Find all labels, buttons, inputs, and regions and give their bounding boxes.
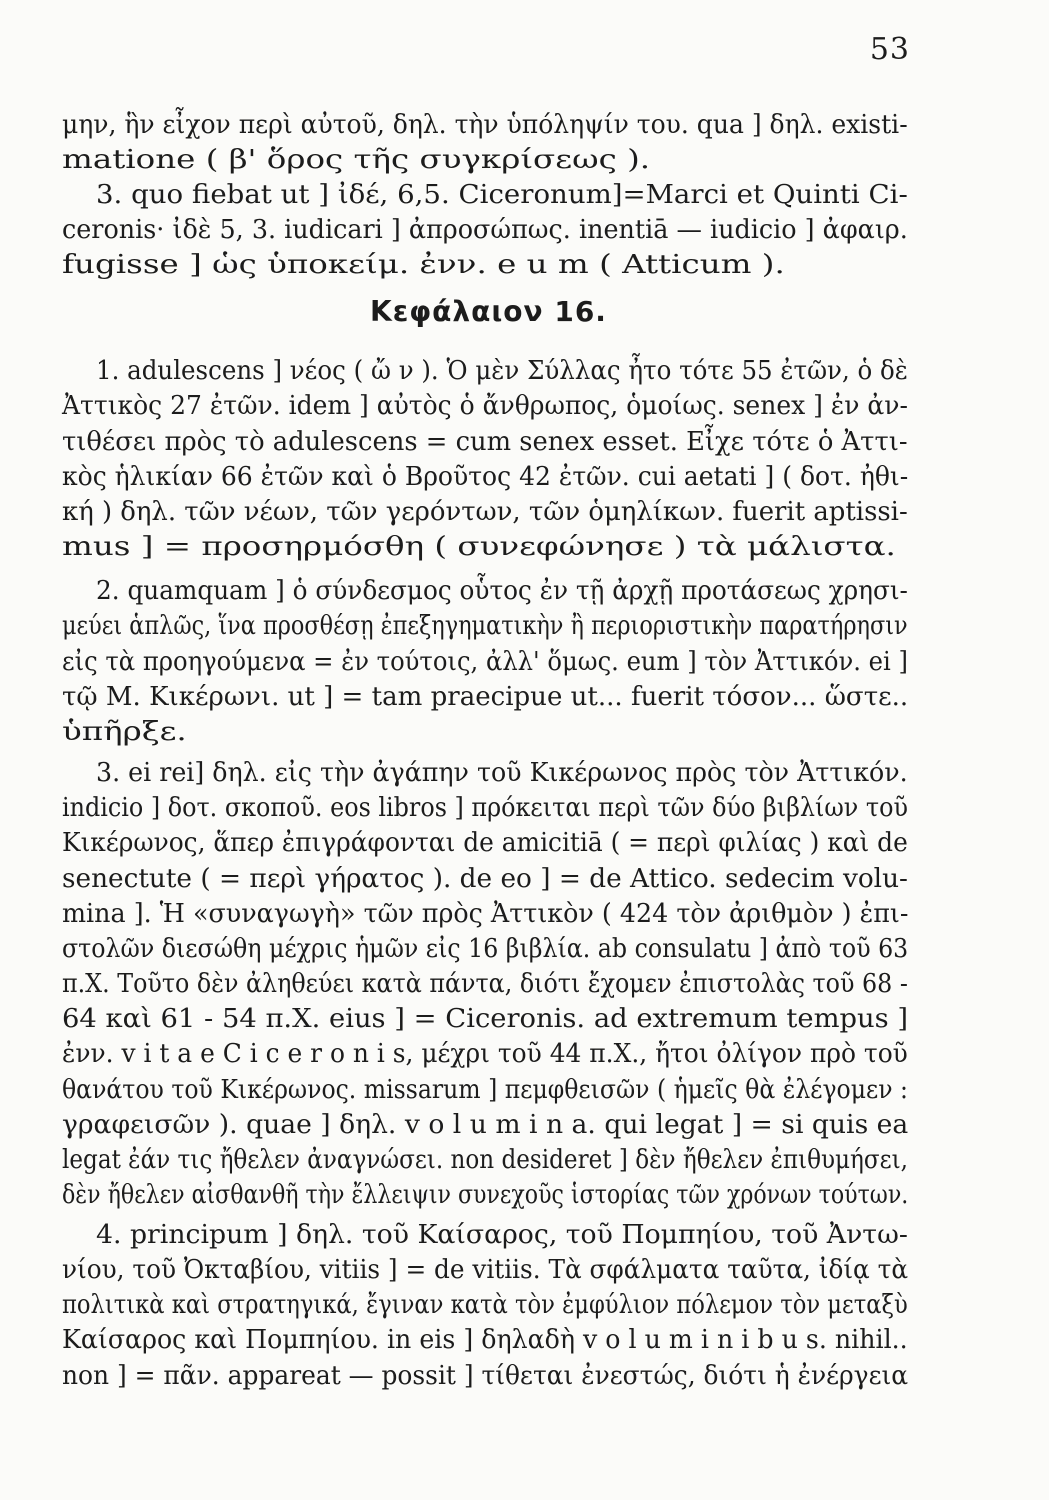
text-line: πολιτικὰ καὶ στρατηγικά, ἔγιναν κατὰ τὸν ἐμφύλιον πόλεμον τὸν μεταξὺ bbox=[62, 1290, 908, 1320]
text-line: 1. adulescens ] νέος ( ὤ ν ). Ὁ μὲν Σύλλας ἦτο τότε 55 ἐτῶν, ὁ δὲ bbox=[96, 356, 908, 386]
text-line: μεύει ἁπλῶς, ἵνα προσθέσῃ ἐπεξηγηματικὴν ἢ περιοριστικὴν παρατήρησιν bbox=[62, 611, 908, 641]
text-line: Καίσαρος καὶ Πομπηίου. in eis ] δηλαδὴ v o l u m i n i b u s. nihil.. bbox=[62, 1325, 908, 1355]
text-line: indicio ] δοτ. σκοποῦ. eos libros ] πρόκειται περὶ τῶν δύο βιβλίων τοῦ bbox=[62, 793, 908, 823]
text-line: matione ( β' ὅρος τῆς συγκρίσεως ). bbox=[62, 145, 651, 175]
text-line: Ἀττικὸς 27 ἐτῶν. idem ] αὐτὸς ὁ ἄνθρωπος, ὁμοίως. senex ] ἐν ἀν- bbox=[62, 391, 908, 421]
text-line: mina ]. Ἡ «συναγωγὴ» τῶν πρὸς Ἀττικὸν ( 424 τὸν ἀριθμὸν ) ἐπι- bbox=[62, 899, 909, 929]
text-line: στολῶν διεσώθη μέχρις ἡμῶν εἰς 16 βιβλία. ab consulatu ] ἀπὸ τοῦ 63 bbox=[62, 934, 909, 964]
text-line: εἰς τὰ προηγούμενα = ἐν τούτοις, ἀλλ' ὅμως. eum ] τὸν Ἀττικόν. ei ] bbox=[62, 647, 908, 677]
text-line: 3. quo fiebat ut ] ἰδέ, 6,5. Ciceronum]=Marci et Quinti Ci- bbox=[96, 180, 908, 210]
text-line: 4. principum ] δηλ. τοῦ Καίσαρος, τοῦ Πομπηίου, τοῦ Ἀντω- bbox=[96, 1220, 908, 1250]
text-line: legat ἐάν τις ἤθελεν ἀναγνώσει. non desideret ] δὲν ἤθελεν ἐπιθυμήσει, bbox=[62, 1145, 908, 1175]
text-line: κή ) δηλ. τῶν νέων, τῶν γερόντων, τῶν ὁμηλίκων. fuerit aptissi- bbox=[62, 497, 908, 527]
text-line: ceronis· ἰδὲ 5, 3. iudicari ] ἀπροσώπως. inentiā — iudicio ] ἀφαιρ. bbox=[62, 215, 908, 245]
text-line: νίου, τοῦ Ὀκταβίου, vitiis ] = de vitiis. Τὰ σφάλματα ταῦτα, ἰδίᾳ τὰ bbox=[62, 1255, 909, 1285]
text-line: 64 καὶ 61 - 54 π.Χ. eius ] = Ciceronis. ad extremum tempus ] bbox=[62, 1004, 909, 1034]
text-line: non ] = πᾶν. appareat — possit ] τίθεται ἐνεστώς, διότι ἡ ἐνέργεια bbox=[62, 1361, 909, 1391]
text-line: 3. ei rei] δηλ. εἰς τὴν ἀγάπην τοῦ Κικέρωνος πρὸς τὸν Ἀττικόν. bbox=[96, 758, 908, 788]
text-line: fugisse ] ὡς ὑποκείμ. ἐνν. e u m ( Atticum ). bbox=[62, 250, 785, 280]
text-line: ὑπῆρξε. bbox=[62, 717, 187, 747]
text-line: mus ] = προσηρμόσθη ( συνεφώνησε ) τὰ μάλιστα. bbox=[62, 532, 896, 562]
text-line: ἐνν. v i t a e C i c e r o n i s, μέχρι τοῦ 44 π.Χ., ἤτοι ὀλίγον πρὸ τοῦ bbox=[62, 1039, 908, 1069]
text-line: senectute ( = περὶ γήρατος ). de eo ] = de Attico. sedecim volu- bbox=[62, 864, 908, 894]
text-line: τῷ Μ. Κικέρωνι. ut ] = tam praecipue ut... fuerit τόσον... ὥστε.. bbox=[62, 682, 909, 712]
text-line: μην, ἣν εἶχον περὶ αὐτοῦ, δηλ. τὴν ὑπόληψίν του. qua ] δηλ. existi- bbox=[62, 110, 908, 140]
page-number: 53 bbox=[869, 32, 910, 67]
text-line: Κικέρωνος, ἅπερ ἐπιγράφονται de amicitiā ( = περὶ φιλίας ) καὶ de bbox=[62, 828, 908, 858]
text-line: 2. quamquam ] ὁ σύνδεσμος οὗτος ἐν τῇ ἀρχῇ προτάσεως χρησι- bbox=[96, 576, 908, 606]
text-line: τιθέσει πρὸς τὸ adulescens = cum senex esset. Εἶχε τότε ὁ Ἀττι- bbox=[62, 427, 908, 457]
text-line: γραφεισῶν ). quae ] δηλ. v o l u m i n a. qui legat ] = si quis ea bbox=[62, 1110, 909, 1140]
text-line: π.Χ. Τοῦτο δὲν ἀληθεύει κατὰ πάντα, διότι ἔχομεν ἐπιστολὰς τοῦ 68 - bbox=[62, 969, 908, 999]
text-line: θανάτου τοῦ Κικέρωνος. missarum ] πεμφθεισῶν ( ἡμεῖς θὰ ἐλέγομεν : bbox=[62, 1075, 908, 1105]
text-line: δὲν ἤθελεν αἰσθανθῆ τὴν ἔλλειψιν συνεχοῦς ἱστορίας τῶν χρόνων τούτων. bbox=[62, 1180, 909, 1210]
chapter-heading: Κεφάλαιον 16. bbox=[370, 295, 607, 328]
text-line: κὸς ἡλικίαν 66 ἐτῶν καὶ ὁ Βροῦτος 42 ἐτῶν. cui aetati ] ( δοτ. ἠθι- bbox=[62, 462, 909, 492]
